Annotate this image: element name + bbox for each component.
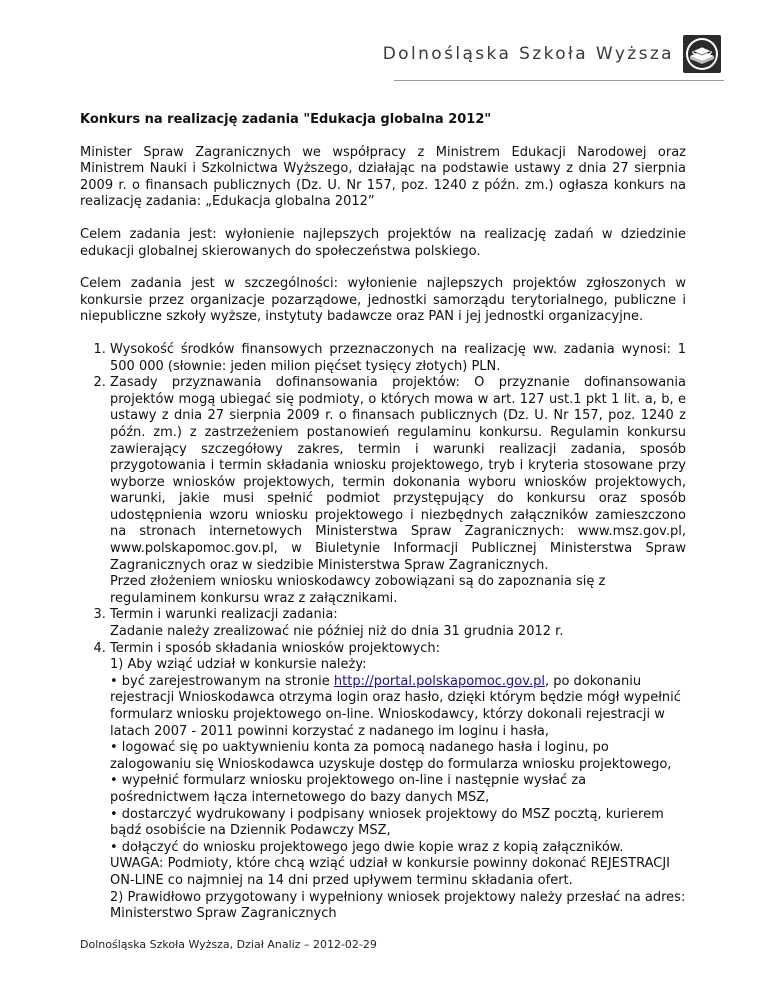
list-item: 1. Wysokość środków finansowych przeznaczonych na realizację ww. zadania wynosi: 1 500 000 (słownie: jeden milion pięćset tysięcy złotych) PLN. [110,342,686,375]
brand-name: Dolnośląska Szkoła Wyższa [382,44,674,64]
list-item: 2. Zasady przyznawania dofinansowania projektów: O przyznanie dofinansowania projektów mogą ubiegać się podmioty, o których mowa w art. 127 ust.1 pkt 1 lit. a, b, e ustawy z dnia 27 sierpnia 2009 r. o finansach publicznych (Dz. U. Nr 157, poz. 1240 z późn. zm.) z zastrzeżeniem postanowień regulaminu konkursu. Regulamin konkursu zawierający szczegółowy zakres, termin i warunki realizacji zadania, sposób przygotowania i termin składania wniosku projektowego, tryb i kryteria stosowane przy wyborze wniosków projektowych, termin dokonania wyboru wniosków projektowych, warunki, jakie musi spełnić podmiot przystępujący do konkursu oraz sposób udostępnienia wzoru wniosku projektowego i niezbędnych załączników zamieszczono na stronach internetowych Ministerstwa Spraw Zagranicznych: www.msz.gov.pl, www.polskapomoc.gov.pl, w Biuletynie Informacji Publicznej Ministerstwa Spraw Zagranicznych oraz w siedzibie Ministerstwa Spraw Zagranicznych. Przed złożeniem wniosku wnioskodawcy zobowiązani są do zapoznania się z regulaminem konkursu wraz z załącznikami. [110,375,686,607]
registration-bullet: • być zarejestrowanym na stronie http://portal.polskapomoc.gov.pl, po dokonaniu rejestracji Wnioskodawca otrzyma login oraz hasło, dzięki którym będzie mógł wypełnić formularz wniosku projektowego on-line. Wnioskodawcy, którzy dokonali rejestracji w latach 2007 - 2011 powinni korzystać z nadanego im loginu i hasła, [110,673,681,739]
goal-detail-paragraph: Celem zadania jest w szczególności: wyłonienie najlepszych projektów zgłoszonych w konkursie przez organizacje pozarządowe, jednostki samorządu terytorialnego, publiczne i niepubliczne szkoły wyższe, instytuty badawcze oraz PAN i jej jednostki organizacyjne. [80,276,686,325]
book-logo-icon [682,34,722,74]
goal-paragraph: Celem zadania jest: wyłonienie najlepszych projektów na realizację zadań w dziedzinie edukacji globalnej skierowanych do społeczeństwa polskiego. [80,226,686,259]
page-header [383,34,722,74]
list-item: 3. Termin i warunki realizacji zadania: Zadanie należy zrealizować nie później niż do dnia 31 grudnia 2012 r. [110,607,686,640]
header-divider [394,80,724,81]
list-item: 4. Termin i sposób składania wniosków projektowych: 1) Aby wziąć udział w konkursie należy: • być zarejestrowanym na stronie http://portal.polskapomoc.gov.pl, po dokonaniu rejestracji Wnioskodawca otrzyma login oraz hasło, dzięki którym będzie mógł wypełnić formularz wniosku projektowego on-line. Wnioskodawcy, którzy dokonali rejestracji w latach 2007 - 2011 powinni korzystać z nadanego im loginu i hasła, • logować się po uaktywnieniu konta za pomocą nadanego hasła i loginu, po zalogowaniu się Wnioskodawca uzyskuje dostęp do formularza wniosku projektowego, • wypełnić formularz wniosku projektowego on-line i następnie wysłać za pośrednictwem łącza internetowego do bazy danych MSZ, • dostarczyć wydrukowany i podpisany wniosek projektowy do MSZ pocztą, kurierem bądź osobiście na Dziennik Podawczy MSZ, • dołączyć do wniosku projektowego jego dwie kopie wraz z kopią załączników. UWAGA: Podmioty, które chcą wziąć udział w konkursie powinny dokonać REJESTRACJI ON-LINE co najmniej na 14 dni przed upływem terminu składania ofert. 2) Prawidłowo przygotowany i wypełniony wniosek projektowy należy przesłać na adres: Ministerstwo Spraw Zagranicznych [110,641,686,923]
document-body [80,112,686,923]
portal-link[interactable]: http://portal.polskapomoc.gov.pl [333,673,545,689]
document-title: Konkurs na realizację zadania "Edukacja globalna 2012" [80,112,492,127]
numbered-list [80,342,686,923]
page-footer: Dolnośląska Szkoła Wyższa, Dział Analiz – 2012-02-29 [80,938,377,951]
intro-paragraph: Minister Spraw Zagranicznych we współpracy z Ministrem Edukacji Narodowej oraz Ministrem Nauki i Szkolnictwa Wyższego, działając na podstawie ustawy z dnia 27 sierpnia 2009 r. o finansach publicznych (Dz. U. Nr 157, poz. 1240 z późn. zm.) ogłasza konkurs na realizację zadania: „Edukacja globalna 2012” [80,144,686,210]
